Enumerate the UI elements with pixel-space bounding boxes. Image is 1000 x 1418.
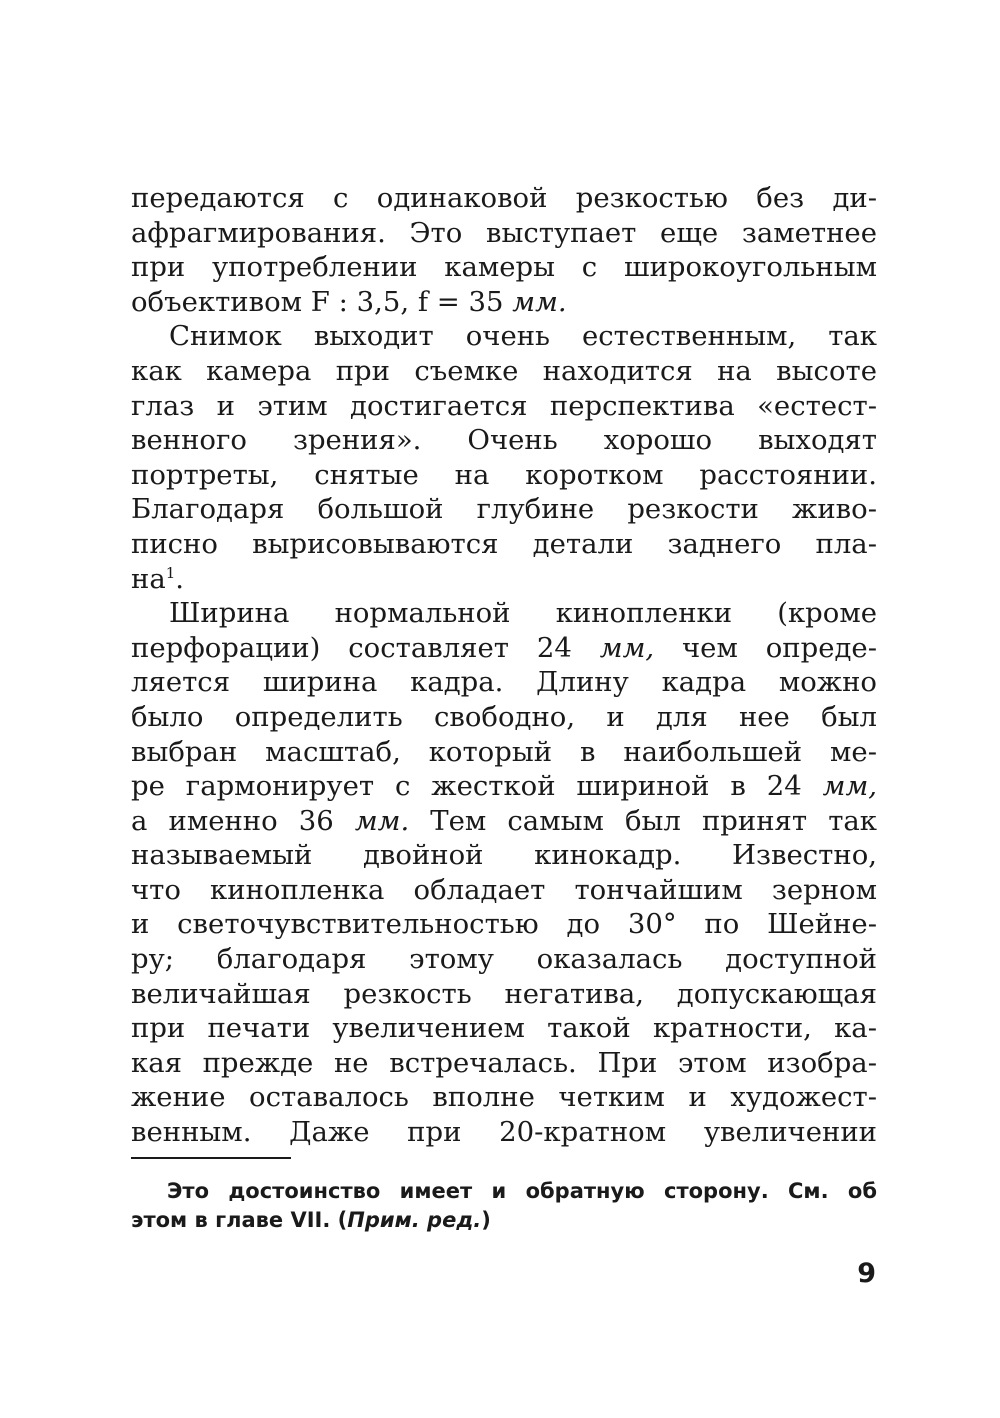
page-number: 9	[857, 1258, 876, 1289]
unit-mm: мм.	[512, 285, 567, 318]
text-segment: объективом F : 3,5, f = 35	[131, 285, 513, 318]
text-line	[131, 804, 877, 839]
text-line: при употреблении камеры с широкоугольным	[131, 251, 877, 284]
text-line: афрагмирования. Это выступает еще заметнее	[131, 216, 877, 249]
text-line: передаются с одинаковой резкостью без ди-	[131, 182, 877, 214]
text-line: как камера при съемке находится на высоте	[131, 354, 877, 387]
text-segment: .	[175, 562, 185, 595]
text-line: Благодаря большой глубине резкости живо-	[131, 493, 877, 526]
text-line: венного зрения». Очень хорошо выходят	[131, 424, 877, 457]
text-line	[131, 562, 877, 597]
text-line: ру; благодаря этому оказалась доступной	[131, 943, 877, 976]
unit-mm: мм.	[354, 804, 410, 837]
text-line: портреты, снятые на коротком расстоянии.	[131, 458, 877, 491]
text-line: писно вырисовываются детали заднего пла-	[131, 527, 877, 560]
paragraph-3	[131, 596, 877, 1150]
text-line: Снимок выходит очень естественным, так	[169, 320, 877, 353]
text-line: выбран масштаб, который в наибольшей ме-	[131, 735, 877, 768]
text-segment: Тем самым был принят так	[409, 804, 877, 837]
paragraph-2	[131, 319, 877, 596]
editor-note: Прим. ред.	[347, 1208, 482, 1232]
text-line: жение оставалось вполне четким и художест-	[131, 1081, 877, 1114]
text-line: называемый двойной кинокадр. Известно,	[131, 839, 877, 872]
footnote-line: Это достоинство имеет и обратную сторону. См. об	[167, 1179, 877, 1203]
text-line: глаз и этим достигается перспектива «естест-	[131, 389, 877, 422]
text-segment: этом в главе VII. (	[131, 1208, 348, 1232]
text-line: и светочувствительностью до 30° по Шейне-	[131, 908, 877, 941]
text-segment: чем опреде-	[654, 631, 877, 664]
text-line: величайшая резкость негатива, допускающая	[131, 977, 877, 1010]
text-line: было определить свободно, и для нее был	[131, 700, 877, 733]
main-text	[131, 181, 877, 1150]
text-line: при печати увеличением такой кратности, ка-	[131, 1012, 877, 1045]
text-line	[131, 769, 877, 804]
text-segment: а именно 36	[131, 804, 355, 837]
unit-mm: мм,	[599, 631, 655, 664]
text-line: кая прежде не встречалась. При этом изобра-	[131, 1046, 877, 1079]
text-line	[131, 285, 877, 320]
text-line: что кинопленка обладает тончайшим зерном	[131, 873, 877, 906]
text-segment: ре гармонирует с жесткой шириной в 24	[131, 770, 823, 803]
text-segment: перфорации) составляет 24	[131, 631, 600, 664]
text-line	[131, 631, 877, 666]
text-line: венным. Даже при 20-кратном увеличении	[131, 1116, 877, 1149]
footnote	[131, 1177, 877, 1235]
text-line: ляется ширина кадра. Длину кадра можно	[131, 666, 877, 699]
footnote-line	[131, 1206, 877, 1235]
text-segment: на	[131, 562, 166, 595]
text-line: Ширина нормальной кинопленки (кроме	[169, 597, 877, 630]
footnote-divider	[131, 1157, 291, 1159]
text-segment: )	[481, 1208, 491, 1232]
footnote-marker: 1	[165, 563, 176, 582]
paragraph-1	[131, 181, 877, 319]
unit-mm: мм,	[822, 770, 877, 803]
